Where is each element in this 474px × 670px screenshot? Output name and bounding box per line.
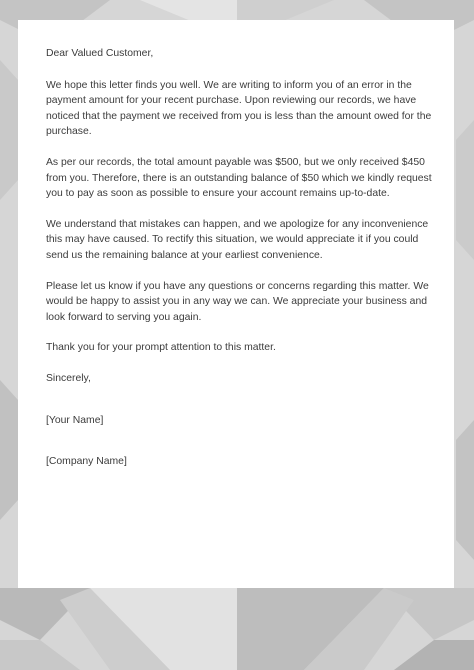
paragraph-error-notice: We hope this letter finds you well. We are writing to inform you of an error in the payment amount for your recent purchase. Upon reviewing our records, we have noticed that the payment we received from you is less than the amount owed for the purchase. xyxy=(46,79,432,138)
paragraph-balance-details: As per our records, the total amount payable was $500, but we only received $450 from you. Therefore, there is an outstanding balance of $50 which we kindly request you to pay as soon as possible to ensure your account remains up-to-date. xyxy=(46,156,432,200)
paragraph-contact: Please let us know if you have any questions or concerns regarding this matter. We would be happy to assist you in any way we can. We appreciate your business and look forward to serving you again. xyxy=(46,280,429,323)
paragraph-thanks: Thank you for your prompt attention to this matter. xyxy=(46,342,276,354)
salutation: Dear Valued Customer, xyxy=(46,48,154,59)
letter-page xyxy=(18,20,454,588)
company-name-placeholder: [Company Name] xyxy=(46,456,127,468)
letter-body xyxy=(46,46,432,470)
paragraph-apology: We understand that mistakes can happen, and we apologize for any inconvenience this may have caused. To rectify this situation, we would appreciate it if you could send us the remaining balance at your earliest convenience. xyxy=(46,218,429,261)
closing: Sincerely, xyxy=(46,372,91,384)
sender-name-placeholder: [Your Name] xyxy=(46,414,104,426)
